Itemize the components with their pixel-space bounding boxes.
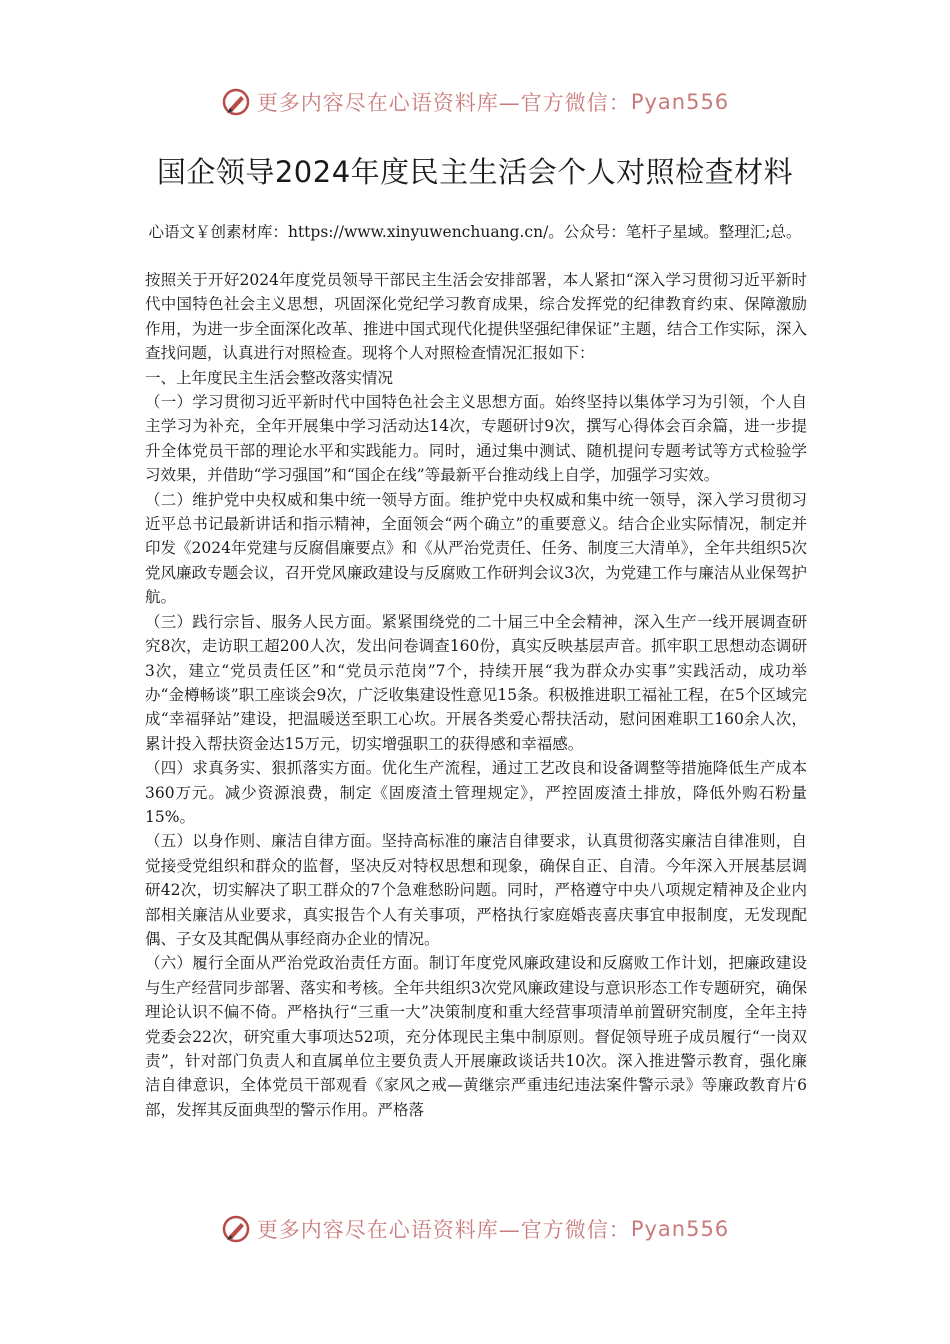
paragraph-implementation: （四）求真务实、狠抓落实方面。优化生产流程，通过工艺改良和设备调整等措施降低生产成本360万元。减少资源浪费，制定《固废渣土管理规定》，严控固废渣土排放，降低外购石粉量15%。 [145,759,807,826]
section-heading: 一、上年度民主生活会整改落实情况 [145,368,394,387]
source-line: 心语文￥创素材库：https://www.xinyuwenchuang.cn/。公众号：笔杆子星域。整理汇;总。 [148,223,802,241]
top-watermark-banner [0,82,950,122]
pen-logo-icon [221,87,251,117]
banner-text: 更多内容尽在心语资料库—官方微信： [256,1218,631,1242]
wechat-id: Pyan556 [630,1217,730,1241]
paragraph-integrity: （五）以身作则、廉洁自律方面。坚持高标准的廉洁自律要求，认真贯彻落实廉洁自律准则，自觉接受党组织和群众的监督，坚决反对特权思想和现象，确保自正、自清。今年深入开展基层调研42次，切实解决了职工群众的7个急难愁盼问题。同时，严格遵守中央八项规定精神及企业内部相关廉洁从业要求，真实报告个人有关事项，严格执行家庭婚丧喜庆事宜申报制度，无发现配偶、子女及其配偶从事经商办企业的情况。 [145,832,807,948]
wechat-id: Pyan556 [630,90,730,114]
paragraph-authority: （二）维护党中央权威和集中统一领导方面。维护党中央权威和集中统一领导，深入学习贯彻习近平总书记最新讲话和指示精神，全面领会“两个确立”的重要意义。结合企业实际情况，制定并印发《2024年党建与反腐倡廉要点》和《从严治党责任、任务、制度三大清单》，全年共组织5次党风廉政专题会议，召开党风廉政建设与反腐败工作研判会议3次，为党建工作与廉洁从业保驾护航。 [145,490,807,607]
bottom-watermark-banner [0,1209,950,1249]
paragraph-service: （三）践行宗旨、服务人民方面。紧紧围绕党的二十届三中全会精神，深入生产一线开展调查研究8次，走访职工超200人次，发出问卷调查160份，真实反映基层声音。抓牢职工思想动态调研3次，建立“党员责任区”和“党员示范岗”7个，持续开展“我为群众办实事”实践活动，成功举办“金樽畅谈”职工座谈会9次，广泛收集建设性意见15条。积极推进职工福祉工程，在5个区域完成“幸福驿站”建设，把温暖送至职工心坎。开展各类爱心帮扶活动，慰问困难职工160余人次，累计投入帮扶资金达15万元，切实增强职工的获得感和幸福感。 [145,612,807,753]
pen-logo-icon [221,1214,251,1244]
document-title: 国企领导2024年度民主生活会个人对照检查材料 [156,155,794,189]
paragraph-party-governance: （六）履行全面从严治党政治责任方面。制订年度党风廉政建设和反腐败工作计划，把廉政建设与生产经营同步部署、落实和考核。全年共组织3次党风廉政建设与意识形态工作专题研究，确保理论认识不偏不倚。严格执行“三重一大”决策制度和重大经营事项清单前置研究制度，全年主持党委会22次，研究重大事项达52项，充分体现民主集中制原则。督促领导班子成员履行“一岗双责”，针对部门负责人和直属单位主要负责人开展廉政谈话共10次。深入推进警示教育，强化廉洁自律意识，全体党员干部观看《家风之戒—黄继宗严重违纪违法案件警示录》等廉政教育片6部，发挥其反面典型的警示作用。严格落 [145,954,807,1119]
document-body [145,268,807,1122]
intro-paragraph: 按照关于开好2024年度党员领导干部民主生活会安排部署，本人紧扣“深入学习贯彻习近平新时代中国特色社会主义思想，巩固深化党纪学习教育成果，综合发挥党的纪律教育约束、保障激励作用，为进一步全面深化改革、推进中国式现代化提供坚强纪律保证”主题，结合工作实际，深入查找问题，认真进行对照检查。现将个人对照检查情况汇报如下： [145,271,807,363]
paragraph-study: （一）学习贯彻习近平新时代中国特色社会主义思想方面。始终坚持以集体学习为引领，个人自主学习为补充，全年开展集中学习活动达14次，专题研讨9次，撰写心得体会百余篇，进一步提升全体党员干部的理论水平和实践能力。同时，通过集中测试、随机提问专题考试等方式检验学习效果，并借助“学习强国”和“国企在线”等最新平台推动线上自学，加强学习实效。 [145,393,807,485]
banner-text: 更多内容尽在心语资料库—官方微信： [256,91,631,115]
